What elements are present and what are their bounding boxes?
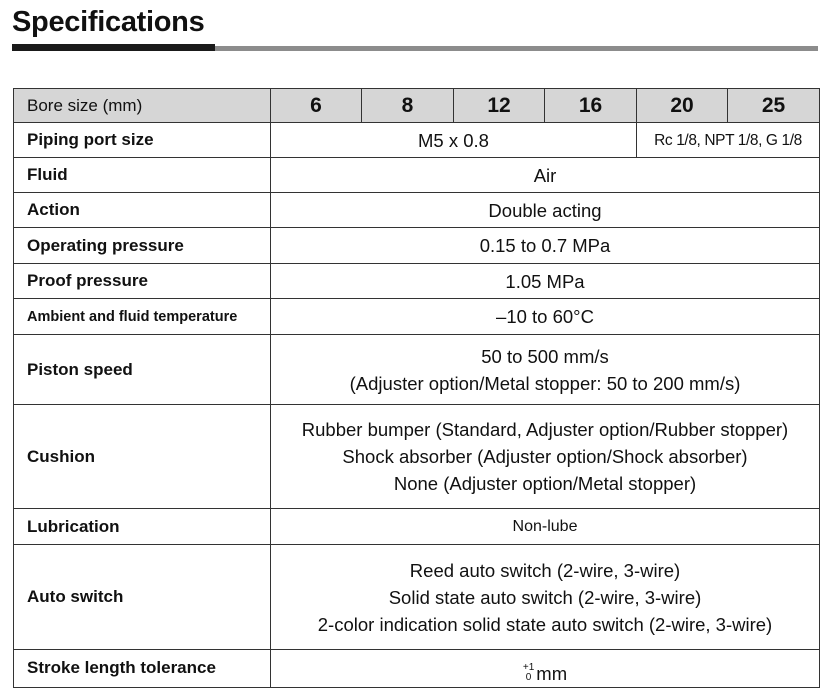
value-operating-pressure: 0.15 to 0.7 MPa [271,228,820,264]
value-fluid: Air [271,158,820,193]
value-piping-port-large: Rc 1/8, NPT 1/8, G 1/8 [637,123,820,158]
value-ambient-fluid-temperature: –10 to 60°C [271,299,820,335]
page-title: Specifications [12,6,205,38]
table-row [14,509,820,545]
piston-speed-line-2: (Adjuster option/Metal stopper: 50 to 200 mm/s) [349,372,741,394]
row-label-cushion: Cushion [14,405,271,509]
piston-speed-line-1: 50 to 500 mm/s [481,345,609,367]
title-underline-gray [215,46,818,51]
row-label-operating-pressure: Operating pressure [14,228,271,264]
cushion-line-2: Shock absorber (Adjuster option/Shock absorber) [342,446,748,467]
title-underline-dark [12,44,215,51]
bore-size-20: 20 [637,89,728,123]
bore-size-8: 8 [362,89,454,123]
table-row [14,158,820,193]
table-row [14,545,820,650]
value-action: Double acting [271,193,820,228]
header-label: Bore size (mm) [14,89,271,123]
row-label-fluid: Fluid [14,158,271,193]
row-label-proof-pressure: Proof pressure [14,264,271,299]
value-piston-speed [271,335,820,405]
cushion-line-1: Rubber bumper (Standard, Adjuster option/Rubber stopper) [301,419,789,440]
table-row [14,228,820,264]
bore-size-6: 6 [271,89,362,123]
table-row [14,405,820,509]
tolerance-lower: 0 [525,672,532,683]
row-label-auto-switch: Auto switch [14,545,271,650]
auto-switch-line-3: 2-color indication solid state auto switch (2-wire, 3-wire) [317,613,773,635]
row-label-stroke-length-tolerance: Stroke length tolerance [14,650,271,688]
table-row [14,650,820,688]
cushion-line-3: None (Adjuster option/Metal stopper) [393,473,697,494]
tolerance-unit: mm [536,662,568,684]
row-label-action: Action [14,193,271,228]
table-row [14,193,820,228]
tolerance-stack [523,663,534,683]
value-piping-port-small: M5 x 0.8 [271,123,637,158]
row-label-piston-speed: Piston speed [14,335,271,405]
value-proof-pressure: 1.05 MPa [271,264,820,299]
header-row [14,89,820,123]
tolerance-value [523,660,567,687]
value-lubrication: Non-lube [271,509,820,545]
bore-size-25: 25 [728,89,820,123]
table-row [14,264,820,299]
bore-size-16: 16 [545,89,637,123]
table-row [14,123,820,158]
table-row [14,299,820,335]
auto-switch-line-1: Reed auto switch (2-wire, 3-wire) [409,559,681,581]
value-cushion [271,405,820,509]
row-label-ambient-fluid-temperature: Ambient and fluid temperature [14,299,271,335]
row-label-piping-port-size: Piping port size [14,123,271,158]
value-auto-switch [271,545,820,650]
value-stroke-length-tolerance [271,650,820,688]
row-label-lubrication: Lubrication [14,509,271,545]
auto-switch-line-2: Solid state auto switch (2-wire, 3-wire) [388,586,702,608]
table-row [14,335,820,405]
bore-size-12: 12 [454,89,545,123]
specifications-table [13,88,820,688]
tolerance-upper: +1 [522,662,535,673]
